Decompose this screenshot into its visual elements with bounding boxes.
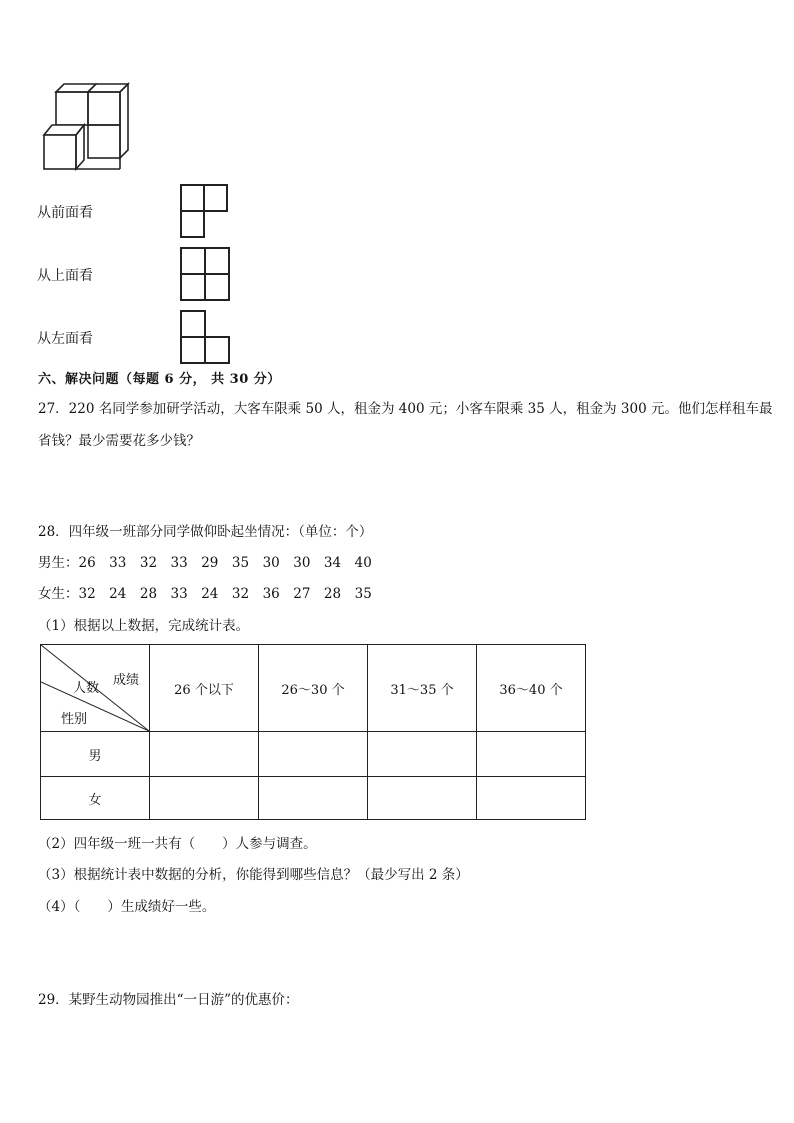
left-view-grid [179,309,233,365]
top-view-grid [179,246,233,302]
answer-cell[interactable] [259,777,368,820]
diagonal-header-cell [41,645,150,732]
q27-line2: 省钱？最少需要花多少钱？ [38,433,200,449]
q28-sub2: （2）四年级一班一共有（ ）人参与调查。 [38,836,317,852]
left-view-label: 从左面看 [37,331,93,347]
q28-sub4: （4）（ ）生成绩好一些。 [38,899,216,915]
row-header-boys: 男 [41,732,150,777]
answer-cell[interactable] [259,732,368,777]
front-view-grid [179,183,231,239]
table-row [41,777,586,820]
answer-cell[interactable] [150,777,259,820]
col-header: 31～35 个 [368,645,477,732]
q28-boys-data: 男生：26 33 32 33 29 35 30 30 34 40 [38,555,372,571]
q28-title: 28．四年级一班部分同学做仰卧起坐情况：（单位：个） [38,524,373,540]
diag-score-label: 成绩 [113,673,140,688]
row-header-girls: 女 [41,777,150,820]
col-header: 26～30 个 [259,645,368,732]
table-header-row [41,645,586,732]
answer-cell[interactable] [477,732,586,777]
q27-line1: 27．220 名同学参加研学活动，大客车限乘 50 人，租金为 400 元；小客车限乘 35 人，租金为 300 元。他们怎样租车最 [38,401,773,417]
table-row [41,732,586,777]
top-view-label: 从上面看 [37,268,93,284]
front-view-label: 从前面看 [37,205,93,221]
answer-cell[interactable] [477,777,586,820]
q28-sub3: （3）根据统计表中数据的分析，你能得到哪些信息？（最少写出 2 条） [38,867,469,883]
cube-stack-figure [38,80,134,176]
diag-gender-label: 性别 [61,712,88,727]
q28-girls-data: 女生：32 24 28 33 24 32 36 27 28 35 [38,586,372,602]
col-header: 36～40 个 [477,645,586,732]
answer-cell[interactable] [368,777,477,820]
diag-count-label: 人数 [73,681,100,696]
col-header: 26 个以下 [150,645,259,732]
answer-cell[interactable] [368,732,477,777]
q29-title: 29．某野生动物园推出“一日游”的优惠价： [38,992,299,1008]
section-heading: 六、解决问题（每题 6 分， 共 30 分） [38,372,281,387]
stat-table [40,644,586,820]
q28-sub1: （1）根据以上数据，完成统计表。 [38,618,250,634]
answer-cell[interactable] [150,732,259,777]
